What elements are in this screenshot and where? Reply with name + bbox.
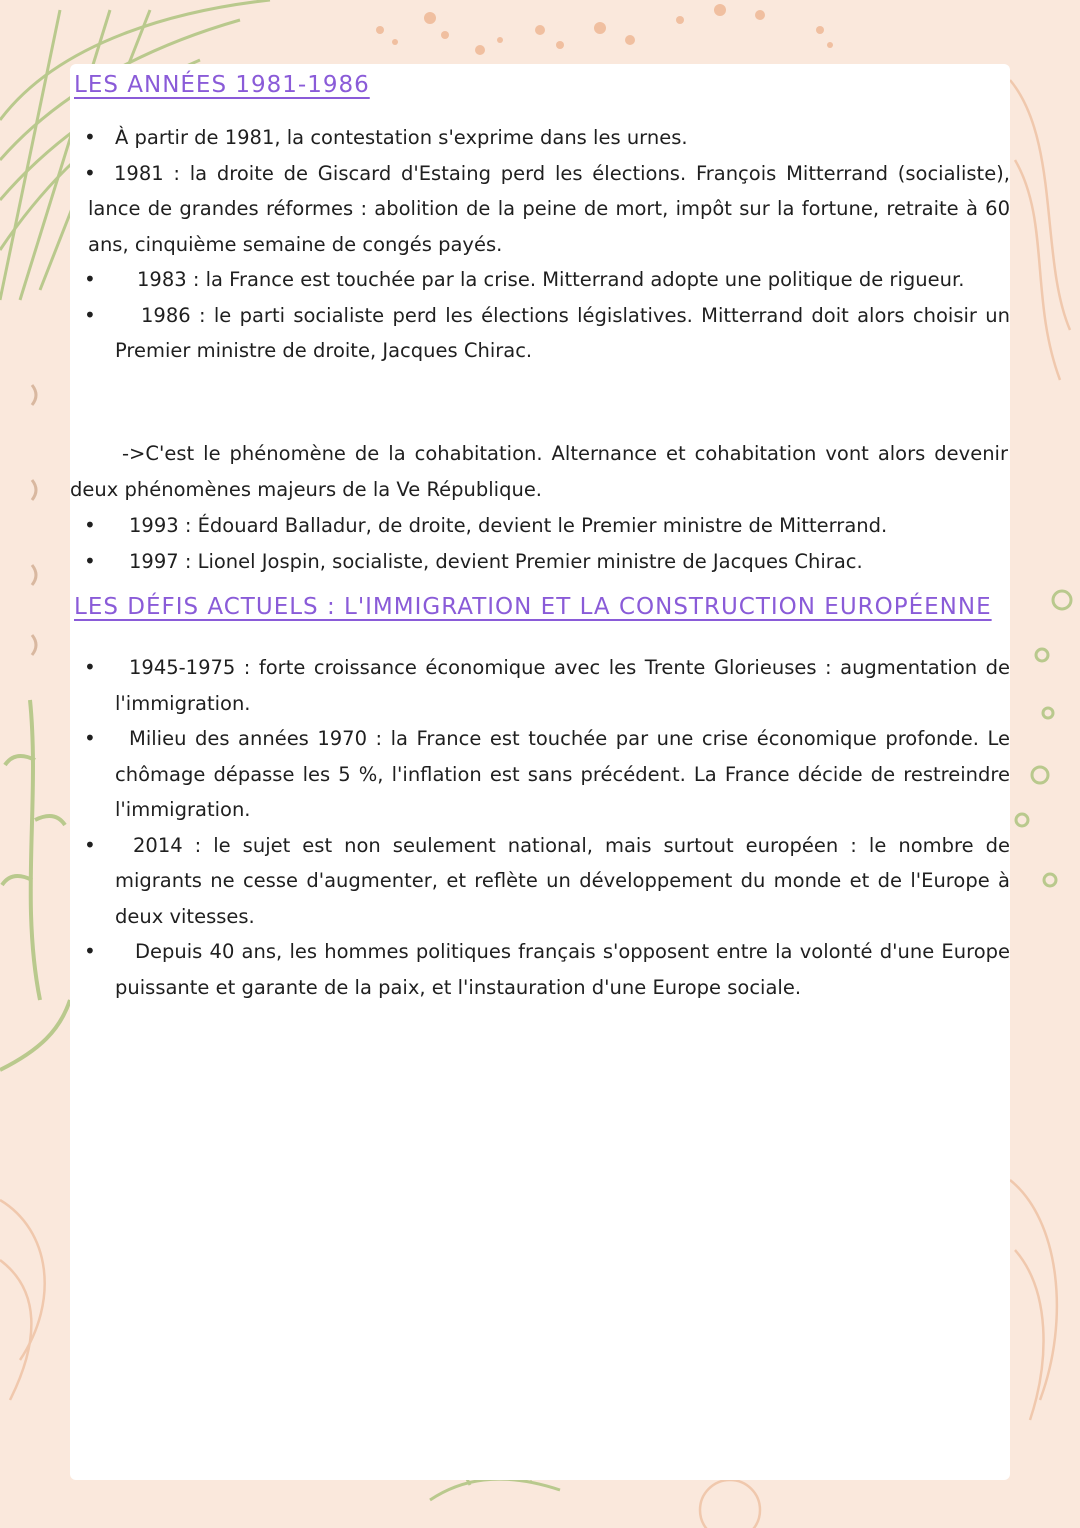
bullet-list-defis (70, 650, 1010, 1005)
list-item: • Milieu des années 1970 : la France est touchée par une crise économique profonde. Le chômage dépasse les 5 %, l'inflation est sans précédent. La France décide de restreindre l'immigration. (70, 721, 1010, 828)
document-page (70, 64, 1010, 1480)
list-item: • Depuis 40 ans, les hommes politiques français s'opposent entre la volonté d'une Europe puissante et garante de la paix, et l'instauration d'une Europe sociale. (70, 934, 1010, 1005)
section-title-1981-1986: LES ANNÉES 1981-1986 (74, 72, 370, 98)
list-item: • 1986 : le parti socialiste perd les élections législatives. Mitterrand doit alors choisir un Premier ministre de droite, Jacques Chirac. (70, 298, 1010, 369)
list-item: • 1981 : la droite de Giscard d'Estaing perd les élections. François Mitterrand (socialiste), lance de grandes réformes : abolition de la peine de mort, impôt sur la fortune, retraite à 60 ans, cinquième semaine de congés payés. (70, 156, 1010, 263)
list-item: • 2014 : le sujet est non seulement national, mais surtout européen : le nombre de migrants ne cesse d'augmenter, et reflète un développement du monde et de l'Europe à deux vitesses. (70, 828, 1010, 935)
plant-icon (0, 700, 70, 1070)
list-item: • 1993 : Édouard Balladur, de droite, devient le Premier ministre de Mitterrand. (70, 508, 1010, 544)
bullet-list-cohabitation (70, 508, 1010, 579)
dots-decoration (376, 4, 833, 55)
list-item: • 1997 : Lionel Jospin, socialiste, devient Premier ministre de Jacques Chirac. (70, 544, 1010, 580)
list-item: • 1983 : la France est touchée par la crise. Mitterrand adopte une politique de rigueur. (70, 262, 1010, 298)
list-item: • À partir de 1981, la contestation s'exprime dans les urnes. (70, 120, 1010, 156)
circle-dots (1016, 591, 1071, 886)
bullet-list-1981-1986 (70, 120, 1010, 369)
cohabitation-note: ->C'est le phénomène de la cohabitation. Alternance et cohabitation vont alors devenir deux phénomènes majeurs de la Ve République. (70, 442, 1008, 501)
brush-strokes (32, 385, 36, 655)
section-title-defis-actuels: LES DÉFIS ACTUELS : L'IMMIGRATION ET LA CONSTRUCTION EUROPÉENNE (74, 594, 992, 620)
list-item: • 1945-1975 : forte croissance économique avec les Trente Glorieuses : augmentation de l'immigration. (70, 650, 1010, 721)
